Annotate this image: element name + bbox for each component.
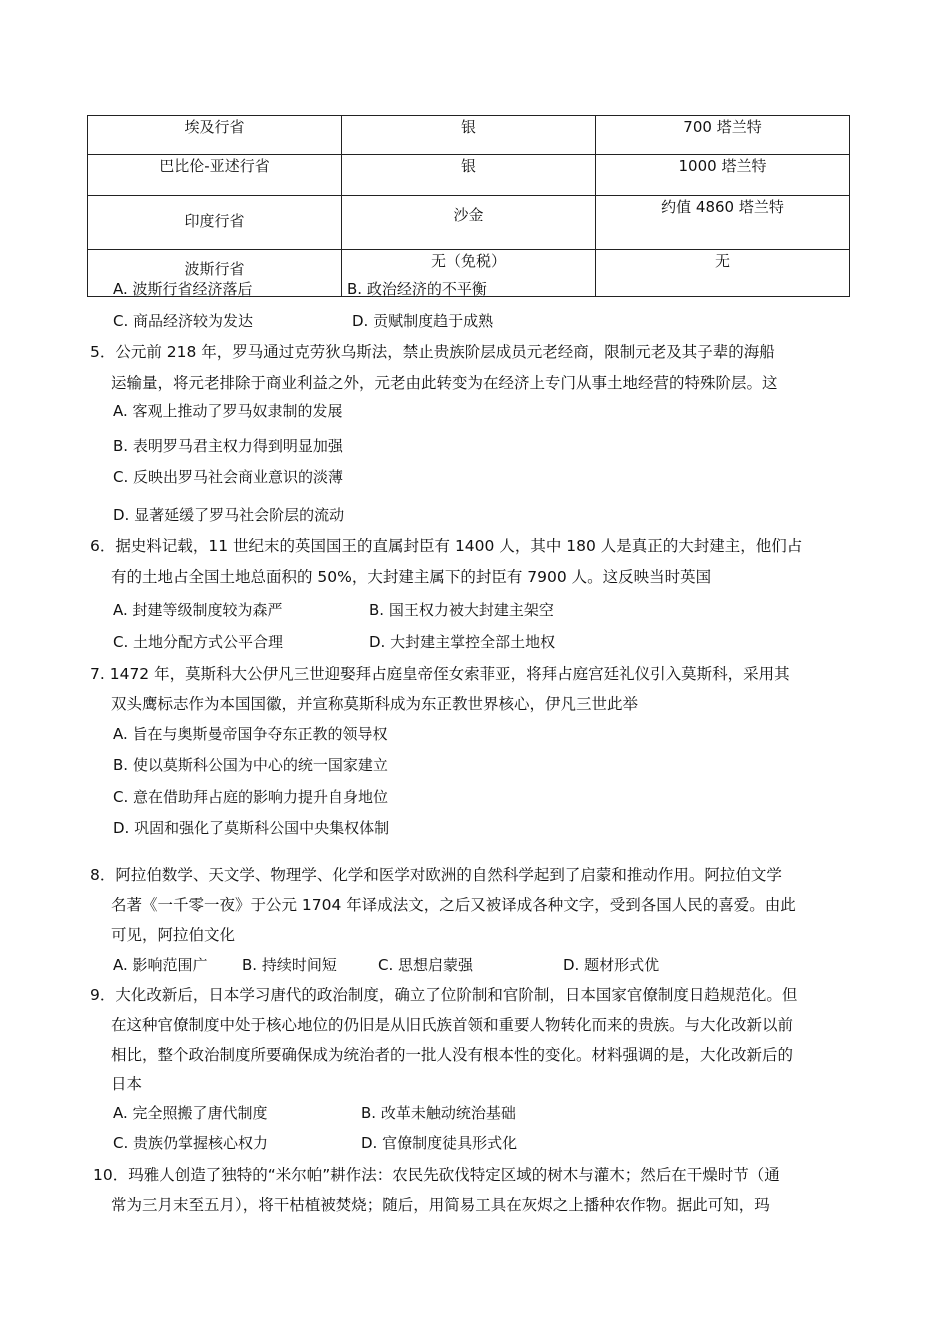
table-cell: 1000 塔兰特 bbox=[596, 155, 850, 196]
table-cell: 银 bbox=[342, 116, 596, 155]
q6-option-b: B. 国王权力被大封建主架空 bbox=[369, 601, 554, 619]
q4-option-a: A. 波斯行省经济落后 bbox=[113, 280, 253, 298]
q9-option-a: A. 完全照搬了唐代制度 bbox=[113, 1104, 268, 1122]
q9-stem-line: 在这种官僚制度中处于核心地位的仍旧是从旧氏族首领和重要人物转化而来的贵族。与大化改新以前 bbox=[111, 1016, 794, 1034]
q6-option-d: D. 大封建主掌控全部土地权 bbox=[369, 633, 556, 651]
q6-stem-line: 有的土地占全国土地总面积的 50%，大封建主属下的封臣有 7900 人。这反映当时英国 bbox=[111, 568, 712, 586]
table-cell: 波斯行省 bbox=[88, 250, 342, 297]
q6-stem-line: 6．据史料记载，11 世纪末的英国国王的直属封臣有 1400 人，其中 180 人是真正的大封建主，他们占 bbox=[90, 537, 803, 555]
q5-option-a: A. 客观上推动了罗马奴隶制的发展 bbox=[113, 402, 343, 420]
q9-option-d: D. 官僚制度徒具形式化 bbox=[361, 1134, 518, 1152]
q7-option-c: C. 意在借助拜占庭的影响力提升自身地位 bbox=[113, 788, 389, 806]
q8-option-b: B. 持续时间短 bbox=[242, 956, 337, 974]
table-cell: 无（免税） bbox=[342, 250, 596, 297]
q5-option-d: D. 显著延缓了罗马社会阶层的流动 bbox=[113, 506, 345, 524]
q7-option-b: B. 使以莫斯科公国为中心的统一国家建立 bbox=[113, 756, 388, 774]
q6-option-a: A. 封建等级制度较为森严 bbox=[113, 601, 283, 619]
table-row bbox=[88, 116, 850, 155]
q4-option-d: D. 贡赋制度趋于成熟 bbox=[352, 312, 494, 330]
q7-stem-line: 双头鹰标志作为本国国徽，并宣称莫斯科成为东正教世界核心，伊凡三世此举 bbox=[111, 695, 639, 713]
tribute-table bbox=[87, 115, 850, 297]
table-cell: 700 塔兰特 bbox=[596, 116, 850, 155]
q5-stem-line: 5．公元前 218 年，罗马通过克劳狄乌斯法，禁止贵族阶层成员元老经商，限制元老及其子辈的海船 bbox=[90, 343, 775, 361]
q8-stem-line: 8．阿拉伯数学、天文学、物理学、化学和医学对欧洲的自然科学起到了启蒙和推动作用。阿拉伯文学 bbox=[90, 866, 782, 884]
table-cell: 无 bbox=[596, 250, 850, 297]
q8-stem-line: 可见，阿拉伯文化 bbox=[111, 926, 236, 944]
table-cell: 约值 4860 塔兰特 bbox=[596, 196, 850, 250]
table-cell: 印度行省 bbox=[88, 196, 342, 250]
q4-option-b: B. 政治经济的不平衡 bbox=[347, 280, 487, 298]
q5-stem-line: 运输量，将元老排除于商业利益之外，元老由此转变为在经济上专门从事土地经营的特殊阶层。这 bbox=[111, 374, 778, 392]
table-row bbox=[88, 196, 850, 250]
q7-stem-line: 7. 1472 年，莫斯科大公伊凡三世迎娶拜占庭皇帝侄女索菲亚，将拜占庭宫廷礼仪引入莫斯科，采用其 bbox=[90, 665, 790, 683]
q9-stem-line: 日本 bbox=[111, 1075, 143, 1093]
q8-option-c: C. 思想启蒙强 bbox=[378, 956, 474, 974]
q10-stem-line: 10．玛雅人创造了独特的“米尔帕”耕作法：农民先砍伐特定区域的树木与灌木；然后在干燥时节（通 bbox=[93, 1166, 780, 1184]
q9-option-b: B. 改革未触动统治基础 bbox=[361, 1104, 516, 1122]
q10-stem-line: 常为三月末至五月），将干枯植被焚烧；随后，用简易工具在灰烬之上播种农作物。据此可知，玛 bbox=[111, 1196, 770, 1214]
q9-stem-line: 9．大化改新后，日本学习唐代的政治制度，确立了位阶制和官阶制，日本国家官僚制度日趋规范化。但 bbox=[90, 986, 798, 1004]
q8-option-d: D. 题材形式优 bbox=[563, 956, 660, 974]
q7-option-a: A. 旨在与奥斯曼帝国争夺东正教的领导权 bbox=[113, 725, 388, 743]
q8-stem-line: 名著《一千零一夜》于公元 1704 年译成法文，之后又被译成各种文字，受到各国人民的喜爱。由此 bbox=[111, 896, 796, 914]
q8-option-a: A. 影响范围广 bbox=[113, 956, 208, 974]
q7-option-d: D. 巩固和强化了莫斯科公国中央集权体制 bbox=[113, 819, 390, 837]
table-cell: 银 bbox=[342, 155, 596, 196]
q6-option-c: C. 土地分配方式公平合理 bbox=[113, 633, 284, 651]
q5-option-b: B. 表明罗马君主权力得到明显加强 bbox=[113, 437, 343, 455]
table-cell: 沙金 bbox=[342, 196, 596, 250]
q9-option-c: C. 贵族仍掌握核心权力 bbox=[113, 1134, 269, 1152]
q9-stem-line: 相比，整个政治制度所要确保成为统治者的一批人没有根本性的变化。材料强调的是，大化改新后的 bbox=[111, 1046, 794, 1064]
table-cell: 埃及行省 bbox=[88, 116, 342, 155]
q4-option-c: C. 商品经济较为发达 bbox=[113, 312, 254, 330]
table-cell: 巴比伦-亚述行省 bbox=[88, 155, 342, 196]
table-row bbox=[88, 155, 850, 196]
q5-option-c: C. 反映出罗马社会商业意识的淡薄 bbox=[113, 468, 344, 486]
